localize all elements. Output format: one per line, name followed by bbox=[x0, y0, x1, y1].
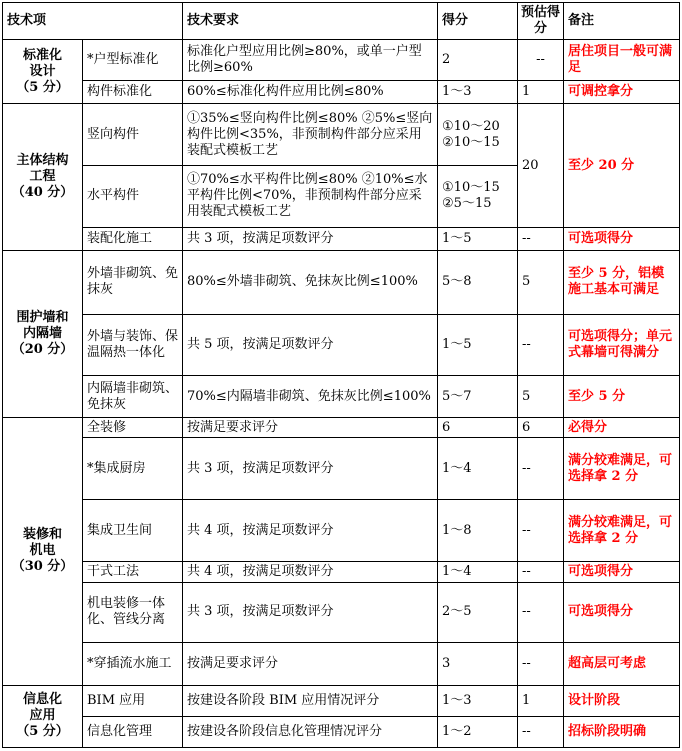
table-row bbox=[3, 642, 680, 685]
item-cell: *户型标准化 bbox=[83, 40, 183, 81]
requirement-cell: 共 3 项，按满足项数评分 bbox=[183, 227, 438, 250]
note-cell: 可选项得分 bbox=[564, 582, 680, 642]
requirement-cell: 按建设各阶段信息化管理情况评分 bbox=[183, 716, 438, 747]
table-row bbox=[3, 582, 680, 642]
estimate-cell: -- bbox=[518, 642, 564, 685]
item-cell: *穿插流水施工 bbox=[83, 642, 183, 685]
table-row bbox=[3, 81, 680, 104]
score-cell: 1～3 bbox=[438, 685, 518, 716]
requirement-cell: 共 4 项，按满足项数评分 bbox=[183, 562, 438, 583]
table-row bbox=[3, 250, 680, 314]
category-line: （30 分） bbox=[11, 559, 74, 575]
score-cell: 2 bbox=[438, 40, 518, 81]
table-row bbox=[3, 716, 680, 747]
item-cell: BIM 应用 bbox=[83, 685, 183, 716]
item-cell: 内隔墙非砌筑、免抹灰 bbox=[83, 376, 183, 417]
estimate-cell: -- bbox=[518, 716, 564, 747]
category-line: 应用 bbox=[29, 708, 56, 724]
estimate-cell: -- bbox=[518, 438, 564, 500]
note-cell: 可选项得分；单元式幕墙可得满分 bbox=[564, 314, 680, 376]
item-cell: 机电装修一体化、管线分离 bbox=[83, 582, 183, 642]
table-row bbox=[3, 376, 680, 417]
requirement-cell: 按建设各阶段 BIM 应用情况评分 bbox=[183, 685, 438, 716]
estimate-cell: 1 bbox=[518, 81, 564, 104]
score-cell: 3 bbox=[438, 642, 518, 685]
item-cell: 干式工法 bbox=[83, 562, 183, 583]
score-cell: 1～5 bbox=[438, 314, 518, 376]
requirement-cell: 60%≤标准化构件应用比例≤80% bbox=[183, 81, 438, 104]
header-tech-item: 技术项 bbox=[3, 3, 183, 40]
header-tech-requirement: 技术要求 bbox=[183, 3, 438, 40]
category-line: 设计 bbox=[29, 63, 56, 79]
header-row bbox=[3, 3, 680, 40]
item-cell: 信息化管理 bbox=[83, 716, 183, 747]
note-cell: 满分较难满足，可选择拿 2 分 bbox=[564, 500, 680, 562]
note-cell: 居住项目一般可满足 bbox=[564, 40, 680, 81]
score-cell: 1～8 bbox=[438, 500, 518, 562]
requirement-cell: 共 4 项，按满足项数评分 bbox=[183, 500, 438, 562]
item-cell: 集成卫生间 bbox=[83, 500, 183, 562]
category-cell bbox=[3, 40, 83, 104]
requirement-cell: 按满足要求评分 bbox=[183, 417, 438, 438]
score-cell: 5～8 bbox=[438, 250, 518, 314]
note-cell: 超高层可考虑 bbox=[564, 642, 680, 685]
estimate-cell: -- bbox=[518, 314, 564, 376]
category-line: 工程 bbox=[29, 168, 56, 184]
requirement-cell: ①35%≤竖向构件比例≤80% ②5%≤竖向构件比例<35%，非预制构件部分应采用装配式模板工艺 bbox=[183, 104, 438, 166]
table-row bbox=[3, 227, 680, 250]
category-line: （5 分） bbox=[16, 79, 69, 95]
score-cell: 1～2 bbox=[438, 716, 518, 747]
note-cell: 满分较难满足，可选择拿 2 分 bbox=[564, 438, 680, 500]
score-cell: 5～7 bbox=[438, 376, 518, 417]
note-cell: 至少 20 分 bbox=[564, 104, 680, 228]
score-cell: 1～4 bbox=[438, 438, 518, 500]
category-line: 主体结构 bbox=[16, 152, 69, 168]
item-cell: 装配化施工 bbox=[83, 227, 183, 250]
note-cell: 至少 5 分，铝模施工基本可满足 bbox=[564, 250, 680, 314]
category-line: 信息化 bbox=[22, 692, 62, 708]
score-cell: 6 bbox=[438, 417, 518, 438]
estimate-cell: -- bbox=[518, 582, 564, 642]
category-line: （20 分） bbox=[11, 341, 74, 357]
item-cell: 外墙与装饰、保温隔热一体化 bbox=[83, 314, 183, 376]
item-cell: 全装修 bbox=[83, 417, 183, 438]
requirement-cell: 共 3 项，按满足项数评分 bbox=[183, 438, 438, 500]
category-cell bbox=[3, 250, 83, 417]
estimate-cell: -- bbox=[518, 500, 564, 562]
item-cell: *集成厨房 bbox=[83, 438, 183, 500]
note-cell: 招标阶段明确 bbox=[564, 716, 680, 747]
estimate-cell: 20 bbox=[518, 104, 564, 228]
table-row bbox=[3, 438, 680, 500]
item-cell: 水平构件 bbox=[83, 166, 183, 228]
table-row bbox=[3, 417, 680, 438]
note-cell: 可选项得分 bbox=[564, 227, 680, 250]
item-cell: 外墙非砌筑、免抹灰 bbox=[83, 250, 183, 314]
requirement-cell: ①70%≤水平构件比例≤80% ②10%≤水平构件比例<70%，非预制构件部分应采用装配式模板工艺 bbox=[183, 166, 438, 228]
estimate-cell: -- bbox=[518, 40, 564, 81]
requirement-cell: 共 3 项，按满足项数评分 bbox=[183, 582, 438, 642]
table-row bbox=[3, 314, 680, 376]
score-cell: 1～5 bbox=[438, 227, 518, 250]
note-cell: 设计阶段 bbox=[564, 685, 680, 716]
header-score: 得分 bbox=[438, 3, 518, 40]
table-row bbox=[3, 40, 680, 81]
category-cell bbox=[3, 685, 83, 747]
category-line: 围护墙和 bbox=[16, 309, 69, 325]
category-line: 内隔墙 bbox=[22, 325, 62, 341]
estimate-cell: -- bbox=[518, 562, 564, 583]
estimate-cell: 5 bbox=[518, 250, 564, 314]
table-row bbox=[3, 685, 680, 716]
score-cell: ①10～20 ②10～15 bbox=[438, 104, 518, 166]
scoring-table bbox=[2, 2, 680, 748]
note-cell: 必得分 bbox=[564, 417, 680, 438]
note-cell: 至少 5 分 bbox=[564, 376, 680, 417]
category-line: 装修和 bbox=[22, 527, 62, 543]
note-cell: 可选项得分 bbox=[564, 562, 680, 583]
score-cell: ①10～15 ②5～15 bbox=[438, 166, 518, 228]
estimate-cell: -- bbox=[518, 227, 564, 250]
table-row bbox=[3, 104, 680, 166]
score-cell: 1～3 bbox=[438, 81, 518, 104]
header-estimate: 预估得分 bbox=[518, 3, 564, 40]
note-cell: 可调控拿分 bbox=[564, 81, 680, 104]
requirement-cell: 共 5 项，按满足项数评分 bbox=[183, 314, 438, 376]
requirement-cell: 按满足要求评分 bbox=[183, 642, 438, 685]
estimate-cell: 1 bbox=[518, 685, 564, 716]
category-line: （40 分） bbox=[11, 184, 74, 200]
score-cell: 2～5 bbox=[438, 582, 518, 642]
category-cell bbox=[3, 417, 83, 685]
requirement-cell: 70%≤内隔墙非砌筑、免抹灰比例≤100% bbox=[183, 376, 438, 417]
score-cell: 1～4 bbox=[438, 562, 518, 583]
estimate-cell: 6 bbox=[518, 417, 564, 438]
requirement-cell: 80%≤外墙非砌筑、免抹灰比例≤100% bbox=[183, 250, 438, 314]
estimate-cell: 5 bbox=[518, 376, 564, 417]
requirement-cell: 标准化户型应用比例≥80%，或单一户型比例≥60% bbox=[183, 40, 438, 81]
category-line: （5 分） bbox=[16, 724, 69, 740]
header-note: 备注 bbox=[564, 3, 680, 40]
table-row bbox=[3, 562, 680, 583]
category-line: 标准化 bbox=[22, 47, 62, 63]
item-cell: 构件标准化 bbox=[83, 81, 183, 104]
category-cell bbox=[3, 104, 83, 251]
table-row bbox=[3, 500, 680, 562]
category-line: 机电 bbox=[29, 543, 56, 559]
item-cell: 竖向构件 bbox=[83, 104, 183, 166]
